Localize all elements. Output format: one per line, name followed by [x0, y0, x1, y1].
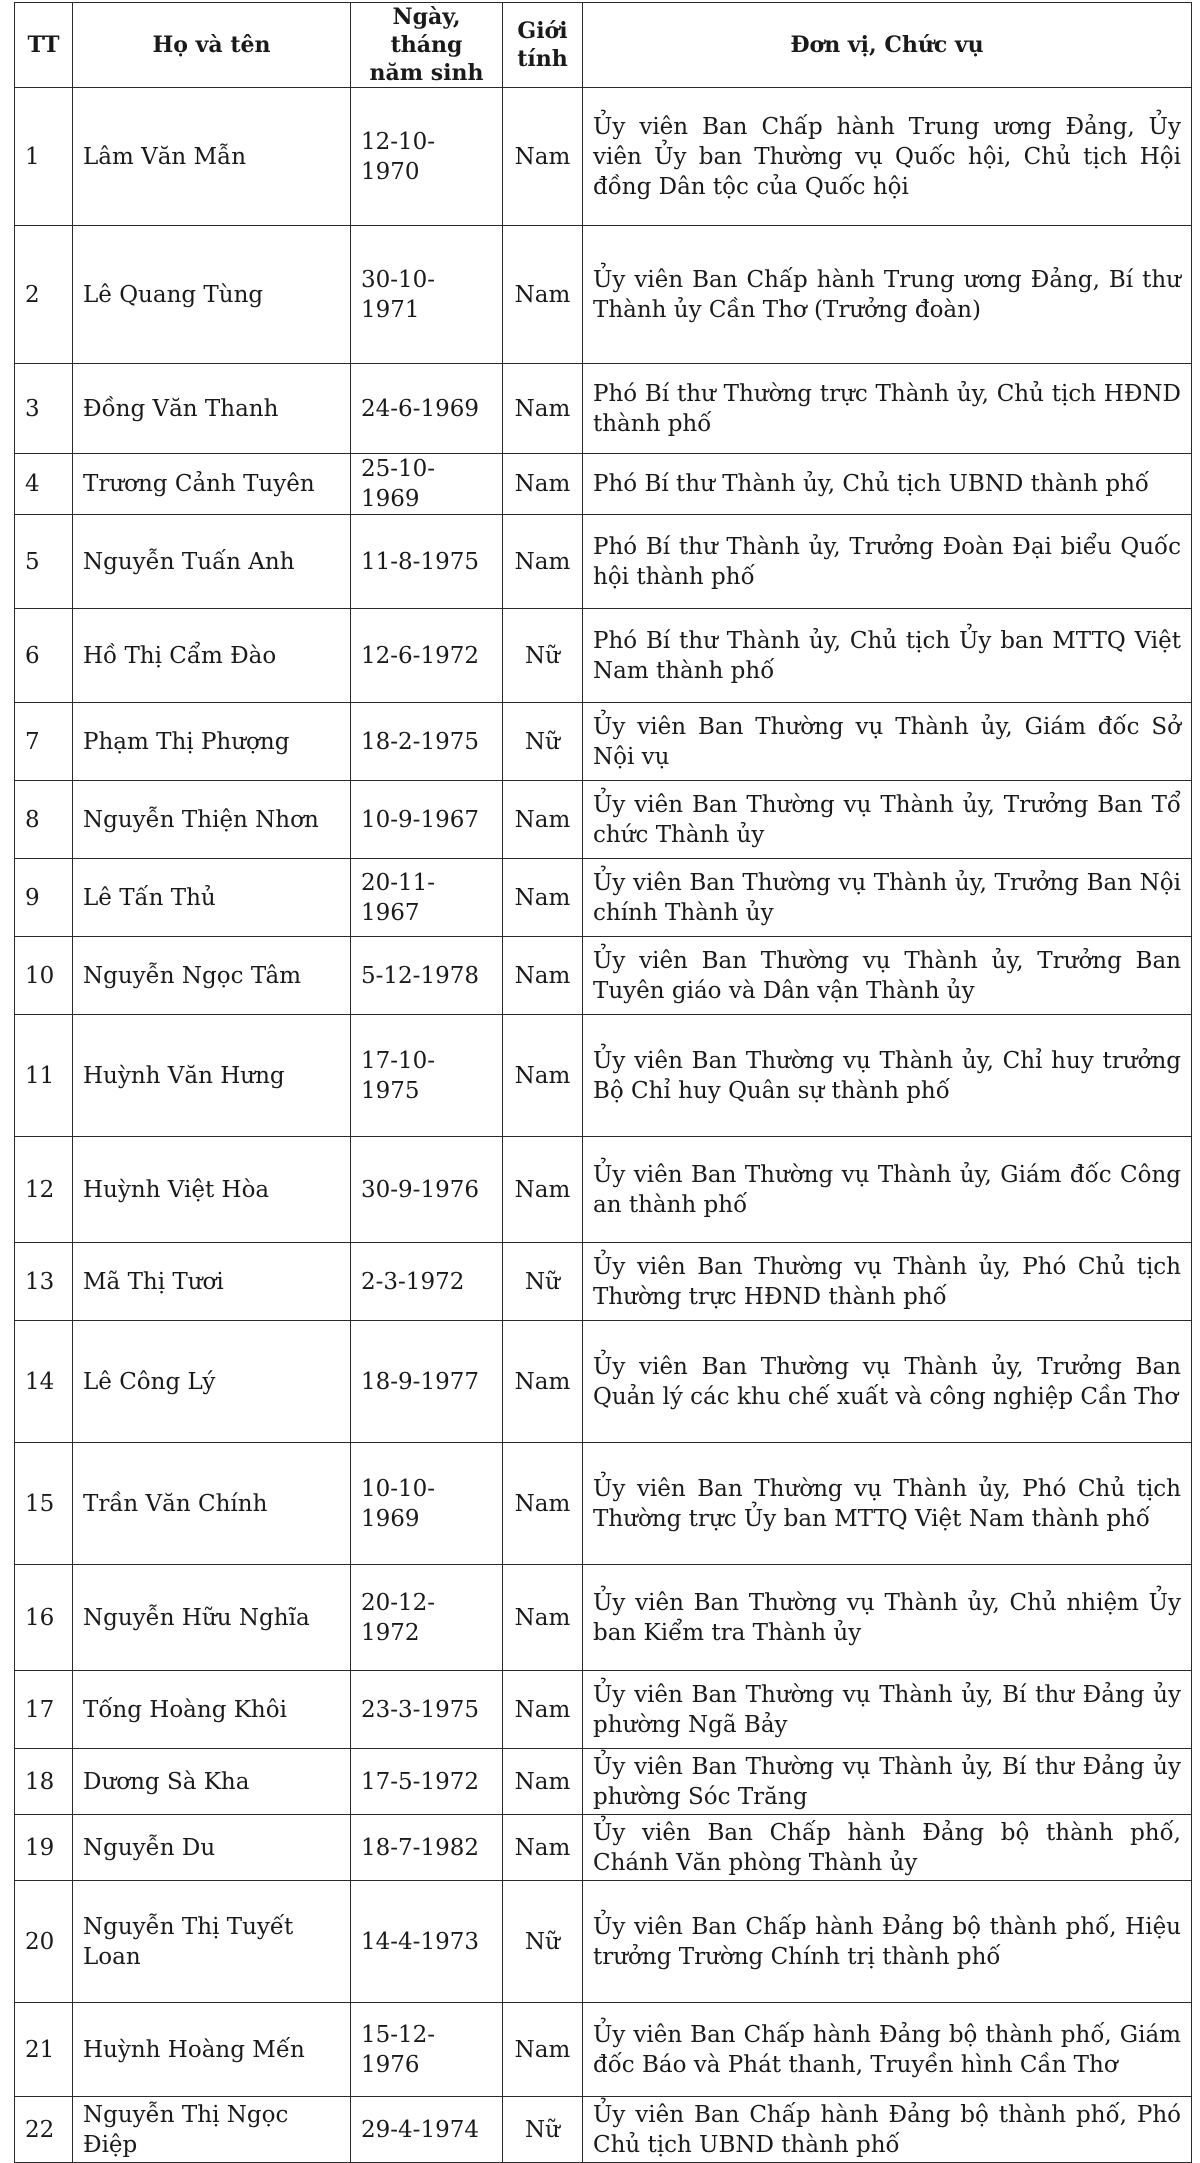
cell-gender: Nữ: [503, 2097, 583, 2163]
cell-gender: Nam: [503, 1749, 583, 1815]
cell-gender: Nam: [503, 1671, 583, 1749]
cell-gender: Nam: [503, 515, 583, 609]
cell-dob: 14-4-1973: [351, 1881, 503, 2003]
cell-name: Lê Quang Tùng: [73, 226, 351, 364]
cell-gender: Nữ: [503, 703, 583, 781]
table-row: [15, 609, 1192, 703]
cell-gender: Nam: [503, 1565, 583, 1671]
cell-dob: 5-12-1978: [351, 937, 503, 1015]
roster-table-container: [14, 2, 1191, 2163]
cell-role: Ủy viên Ban Thường vụ Thành ủy, Bí thư Đảng ủy phường Sóc Trăng: [583, 1749, 1192, 1815]
cell-role: Ủy viên Ban Thường vụ Thành ủy, Trưởng Ban Quản lý các khu chế xuất và công nghiệp Cần Thơ: [583, 1321, 1192, 1443]
cell-dob: 30-9-1976: [351, 1137, 503, 1243]
cell-dob: 11-8-1975: [351, 515, 503, 609]
cell-dob: 12-10-1970: [351, 88, 503, 226]
cell-role: Phó Bí thư Thành ủy, Chủ tịch UBND thành phố: [583, 454, 1192, 515]
cell-role: Ủy viên Ban Thường vụ Thành ủy, Phó Chủ tịch Thường trực Ủy ban MTTQ Việt Nam thành phố: [583, 1443, 1192, 1565]
cell-name: Lê Tấn Thủ: [73, 859, 351, 937]
table-row: [15, 454, 1192, 515]
table-row: [15, 1881, 1192, 2003]
cell-role: Ủy viên Ban Thường vụ Thành ủy, Trưởng Ban Tổ chức Thành ủy: [583, 781, 1192, 859]
cell-tt: 8: [15, 781, 73, 859]
table-row: [15, 1565, 1192, 1671]
cell-gender: Nam: [503, 937, 583, 1015]
cell-name: Tống Hoàng Khôi: [73, 1671, 351, 1749]
cell-name: Trương Cảnh Tuyên: [73, 454, 351, 515]
table-row: [15, 1815, 1192, 1881]
cell-dob: 18-2-1975: [351, 703, 503, 781]
cell-role: Ủy viên Ban Thường vụ Thành ủy, Giám đốc Sở Nội vụ: [583, 703, 1192, 781]
cell-gender: Nam: [503, 364, 583, 454]
cell-gender: Nữ: [503, 1881, 583, 2003]
table-row: [15, 1443, 1192, 1565]
header-role: Đơn vị, Chức vụ: [583, 3, 1192, 88]
cell-gender: Nam: [503, 226, 583, 364]
cell-role: Ủy viên Ban Chấp hành Đảng bộ thành phố, Phó Chủ tịch UBND thành phố: [583, 2097, 1192, 2163]
cell-dob: 10-10-1969: [351, 1443, 503, 1565]
cell-name: Lâm Văn Mẫn: [73, 88, 351, 226]
cell-name: Huỳnh Việt Hòa: [73, 1137, 351, 1243]
cell-name: Nguyễn Hữu Nghĩa: [73, 1565, 351, 1671]
cell-gender: Nam: [503, 1137, 583, 1243]
cell-dob: 30-10-1971: [351, 226, 503, 364]
cell-tt: 1: [15, 88, 73, 226]
cell-role: Ủy viên Ban Chấp hành Đảng bộ thành phố, Hiệu trưởng Trường Chính trị thành phố: [583, 1881, 1192, 2003]
cell-role: Ủy viên Ban Chấp hành Đảng bộ thành phố, Giám đốc Báo và Phát thanh, Truyền hình Cần Thơ: [583, 2003, 1192, 2097]
cell-role: Ủy viên Ban Thường vụ Thành ủy, Phó Chủ tịch Thường trực HĐND thành phố: [583, 1243, 1192, 1321]
cell-tt: 6: [15, 609, 73, 703]
table-row: [15, 703, 1192, 781]
cell-tt: 18: [15, 1749, 73, 1815]
cell-name: Dương Sà Kha: [73, 1749, 351, 1815]
cell-dob: 10-9-1967: [351, 781, 503, 859]
cell-role: Ủy viên Ban Thường vụ Thành ủy, Trưởng Ban Nội chính Thành ủy: [583, 859, 1192, 937]
cell-name: Nguyễn Thị Tuyết Loan: [73, 1881, 351, 2003]
table-row: [15, 1243, 1192, 1321]
cell-tt: 11: [15, 1015, 73, 1137]
cell-name: Lê Công Lý: [73, 1321, 351, 1443]
cell-role: Ủy viên Ban Chấp hành Trung ương Đảng, Bí thư Thành ủy Cần Thơ (Trưởng đoàn): [583, 226, 1192, 364]
cell-tt: 13: [15, 1243, 73, 1321]
header-row: [15, 3, 1192, 88]
header-tt: TT: [15, 3, 73, 88]
table-header: [15, 3, 1192, 88]
cell-tt: 3: [15, 364, 73, 454]
cell-dob: 12-6-1972: [351, 609, 503, 703]
table-row: [15, 1749, 1192, 1815]
cell-role: Ủy viên Ban Chấp hành Trung ương Đảng, Ủy viên Ủy ban Thường vụ Quốc hội, Chủ tịch Hội đồng Dân tộc của Quốc hội: [583, 88, 1192, 226]
cell-name: Đồng Văn Thanh: [73, 364, 351, 454]
cell-name: Phạm Thị Phượng: [73, 703, 351, 781]
cell-dob: 29-4-1974: [351, 2097, 503, 2163]
cell-role: Ủy viên Ban Thường vụ Thành ủy, Chỉ huy trưởng Bộ Chỉ huy Quân sự thành phố: [583, 1015, 1192, 1137]
table-row: [15, 226, 1192, 364]
table-row: [15, 1015, 1192, 1137]
cell-name: Hồ Thị Cẩm Đào: [73, 609, 351, 703]
cell-tt: 14: [15, 1321, 73, 1443]
table-row: [15, 515, 1192, 609]
cell-name: Mã Thị Tươi: [73, 1243, 351, 1321]
cell-tt: 10: [15, 937, 73, 1015]
cell-dob: 17-5-1972: [351, 1749, 503, 1815]
cell-dob: 24-6-1969: [351, 364, 503, 454]
cell-gender: Nam: [503, 781, 583, 859]
cell-tt: 17: [15, 1671, 73, 1749]
cell-role: Ủy viên Ban Thường vụ Thành ủy, Bí thư Đảng ủy phường Ngã Bảy: [583, 1671, 1192, 1749]
cell-dob: 23-3-1975: [351, 1671, 503, 1749]
header-gender: Giới tính: [503, 3, 583, 88]
table-row: [15, 1321, 1192, 1443]
roster-table: [14, 2, 1192, 2163]
cell-gender: Nữ: [503, 609, 583, 703]
cell-dob: 25-10-1969: [351, 454, 503, 515]
cell-role: Phó Bí thư Thành ủy, Chủ tịch Ủy ban MTTQ Việt Nam thành phố: [583, 609, 1192, 703]
header-name: Họ và tên: [73, 3, 351, 88]
cell-name: Nguyễn Thị Ngọc Điệp: [73, 2097, 351, 2163]
table-row: [15, 2003, 1192, 2097]
cell-name: Huỳnh Văn Hưng: [73, 1015, 351, 1137]
cell-tt: 2: [15, 226, 73, 364]
table-row: [15, 859, 1192, 937]
cell-gender: Nam: [503, 1321, 583, 1443]
cell-dob: 2-3-1972: [351, 1243, 503, 1321]
cell-gender: Nam: [503, 1815, 583, 1881]
cell-tt: 22: [15, 2097, 73, 2163]
cell-role: Phó Bí thư Thành ủy, Trưởng Đoàn Đại biểu Quốc hội thành phố: [583, 515, 1192, 609]
cell-name: Nguyễn Thiện Nhơn: [73, 781, 351, 859]
cell-dob: 20-11-1967: [351, 859, 503, 937]
table-row: [15, 1671, 1192, 1749]
table-body: [15, 88, 1192, 2163]
cell-name: Huỳnh Hoàng Mến: [73, 2003, 351, 2097]
cell-tt: 9: [15, 859, 73, 937]
cell-tt: 19: [15, 1815, 73, 1881]
cell-name: Trần Văn Chính: [73, 1443, 351, 1565]
cell-role: Ủy viên Ban Chấp hành Đảng bộ thành phố, Chánh Văn phòng Thành ủy: [583, 1815, 1192, 1881]
cell-gender: Nam: [503, 1015, 583, 1137]
cell-gender: Nam: [503, 88, 583, 226]
table-row: [15, 88, 1192, 226]
cell-gender: Nữ: [503, 1243, 583, 1321]
cell-gender: Nam: [503, 2003, 583, 2097]
table-row: [15, 364, 1192, 454]
cell-gender: Nam: [503, 1443, 583, 1565]
cell-role: Ủy viên Ban Thường vụ Thành ủy, Trưởng Ban Tuyên giáo và Dân vận Thành ủy: [583, 937, 1192, 1015]
cell-name: Nguyễn Ngọc Tâm: [73, 937, 351, 1015]
cell-tt: 21: [15, 2003, 73, 2097]
cell-gender: Nam: [503, 859, 583, 937]
cell-tt: 4: [15, 454, 73, 515]
cell-dob: 18-7-1982: [351, 1815, 503, 1881]
cell-role: Ủy viên Ban Thường vụ Thành ủy, Giám đốc Công an thành phố: [583, 1137, 1192, 1243]
cell-role: Phó Bí thư Thường trực Thành ủy, Chủ tịch HĐND thành phố: [583, 364, 1192, 454]
cell-gender: Nam: [503, 454, 583, 515]
cell-tt: 16: [15, 1565, 73, 1671]
cell-dob: 15-12-1976: [351, 2003, 503, 2097]
cell-tt: 5: [15, 515, 73, 609]
table-row: [15, 1137, 1192, 1243]
table-row: [15, 937, 1192, 1015]
cell-tt: 20: [15, 1881, 73, 2003]
cell-tt: 7: [15, 703, 73, 781]
cell-name: Nguyễn Du: [73, 1815, 351, 1881]
cell-name: Nguyễn Tuấn Anh: [73, 515, 351, 609]
header-dob: Ngày, tháng năm sinh: [351, 3, 503, 88]
table-row: [15, 781, 1192, 859]
cell-tt: 12: [15, 1137, 73, 1243]
cell-dob: 17-10-1975: [351, 1015, 503, 1137]
cell-tt: 15: [15, 1443, 73, 1565]
cell-role: Ủy viên Ban Thường vụ Thành ủy, Chủ nhiệm Ủy ban Kiểm tra Thành ủy: [583, 1565, 1192, 1671]
cell-dob: 20-12-1972: [351, 1565, 503, 1671]
cell-dob: 18-9-1977: [351, 1321, 503, 1443]
table-row: [15, 2097, 1192, 2163]
